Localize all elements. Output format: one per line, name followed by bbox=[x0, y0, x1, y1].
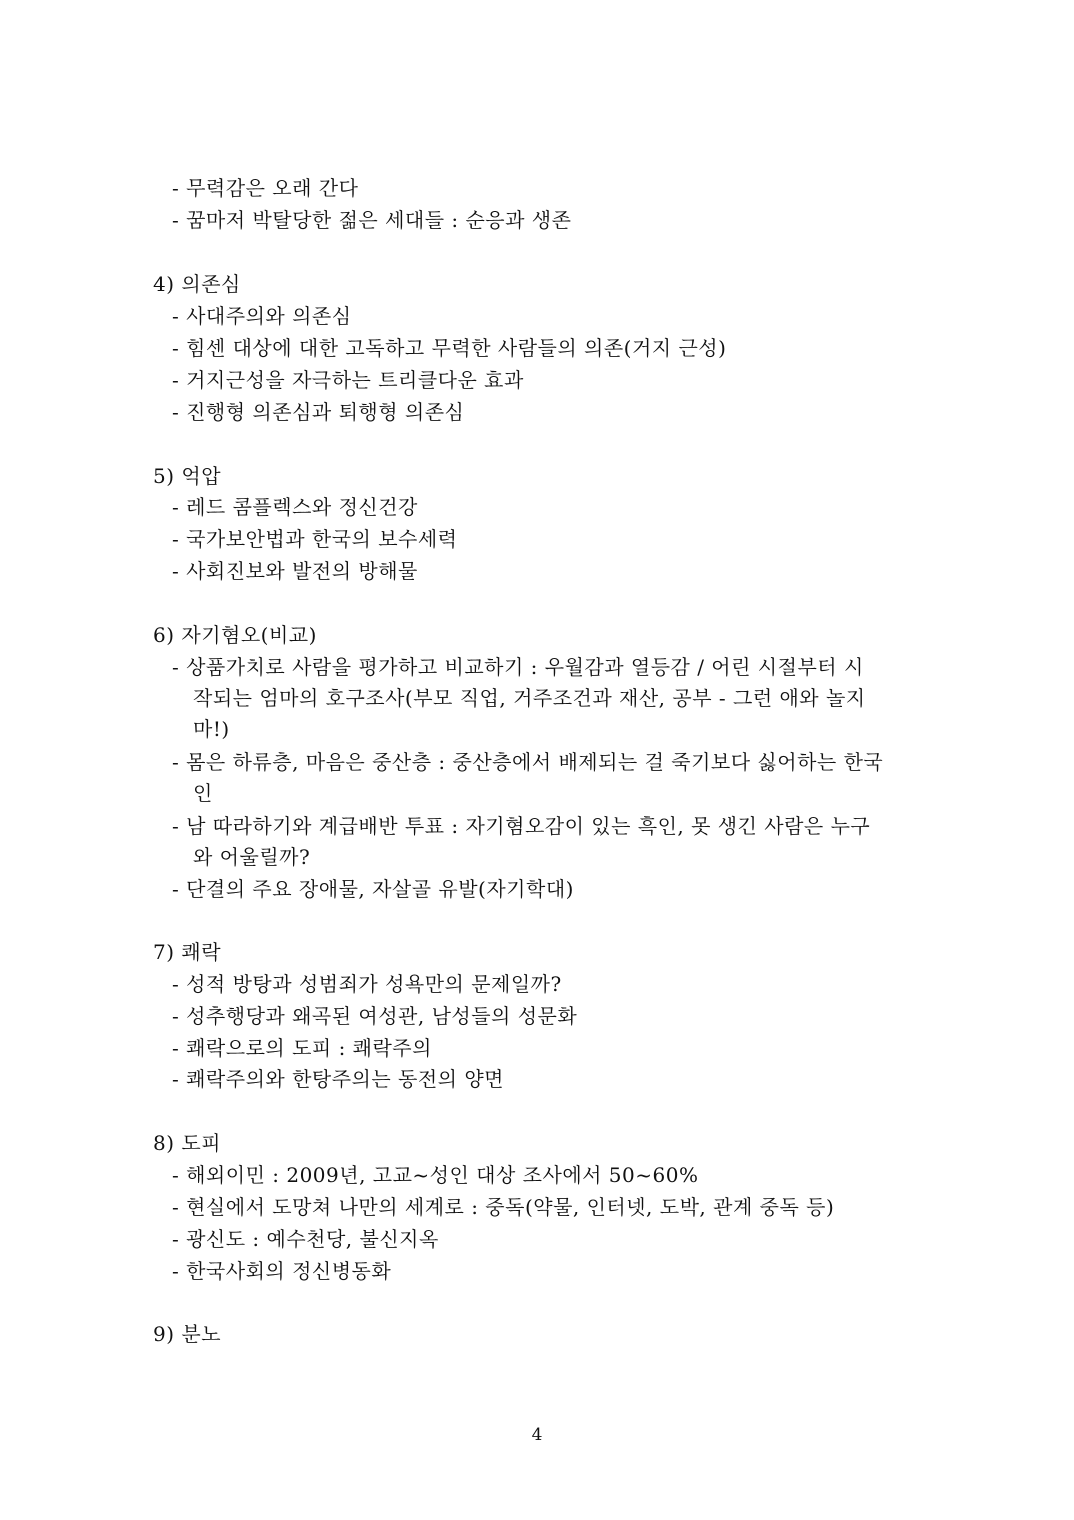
list-item: - 레드 콤플렉스와 정신건강 bbox=[172, 495, 418, 519]
list-item: - 단결의 주요 장애물, 자살골 유발(자기학대) bbox=[172, 877, 574, 901]
list-item: - 무력감은 오래 간다 bbox=[172, 176, 359, 200]
list-item: - 거지근성을 자극하는 트리클다운 효과 bbox=[172, 368, 524, 392]
section-heading-dependency: 4) 의존심 bbox=[153, 272, 241, 296]
list-item-continuation: 인 bbox=[193, 781, 213, 805]
list-item: - 꿈마저 박탈당한 젊은 세대들 : 순응과 생존 bbox=[172, 208, 572, 232]
list-item-continuation: 마!) bbox=[193, 717, 230, 741]
list-item-continuation: 작되는 엄마의 호구조사(부모 직업, 거주조건과 재산, 공부 - 그런 애와 놀지 bbox=[193, 686, 866, 710]
list-item: - 쾌락주의와 한탕주의는 동전의 양면 bbox=[172, 1067, 504, 1091]
list-item: - 광신도 : 예수천당, 불신지옥 bbox=[172, 1227, 439, 1251]
list-item: - 한국사회의 정신병동화 bbox=[172, 1259, 392, 1283]
page-number: 4 bbox=[531, 1425, 543, 1445]
list-item: - 현실에서 도망쳐 나만의 세계로 : 중독(약물, 인터넷, 도박, 관계 중독 등) bbox=[172, 1195, 835, 1219]
section-heading-self-hatred: 6) 자기혐오(비교) bbox=[153, 623, 317, 647]
section-heading-pleasure: 7) 쾌락 bbox=[153, 940, 222, 964]
list-item: - 성적 방탕과 성범죄가 성욕만의 문제일까? bbox=[172, 972, 562, 996]
list-item: - 사대주의와 의존심 bbox=[172, 304, 352, 328]
list-item-continuation: 와 어울릴까? bbox=[193, 845, 311, 869]
list-item: - 남 따라하기와 계급배반 투표 : 자기혐오감이 있는 흑인, 못 생긴 사람은 누구 bbox=[172, 814, 871, 838]
list-item: - 힘센 대상에 대한 고독하고 무력한 사람들의 의존(거지 근성) bbox=[172, 336, 727, 360]
list-item: - 상품가치로 사람을 평가하고 비교하기 : 우월감과 열등감 / 어린 시절부터 시 bbox=[172, 655, 864, 679]
list-item: - 쾌락으로의 도피 : 쾌락주의 bbox=[172, 1036, 432, 1060]
list-item: - 사회진보와 발전의 방해물 bbox=[172, 559, 418, 583]
section-heading-anger: 9) 분노 bbox=[153, 1322, 222, 1346]
section-heading-escape: 8) 도피 bbox=[153, 1131, 222, 1155]
list-item: - 성추행당과 왜곡된 여성관, 남성들의 성문화 bbox=[172, 1004, 578, 1028]
section-heading-oppression: 5) 억압 bbox=[153, 464, 222, 488]
list-item: - 국가보안법과 한국의 보수세력 bbox=[172, 527, 458, 551]
list-item: - 진행형 의존심과 퇴행형 의존심 bbox=[172, 400, 465, 424]
list-item: - 몸은 하류층, 마음은 중산층 : 중산층에서 배제되는 걸 죽기보다 싫어하는 한국 bbox=[172, 750, 884, 774]
list-item: - 해외이민 : 2009년, 고교~성인 대상 조사에서 50~60% bbox=[172, 1163, 699, 1187]
